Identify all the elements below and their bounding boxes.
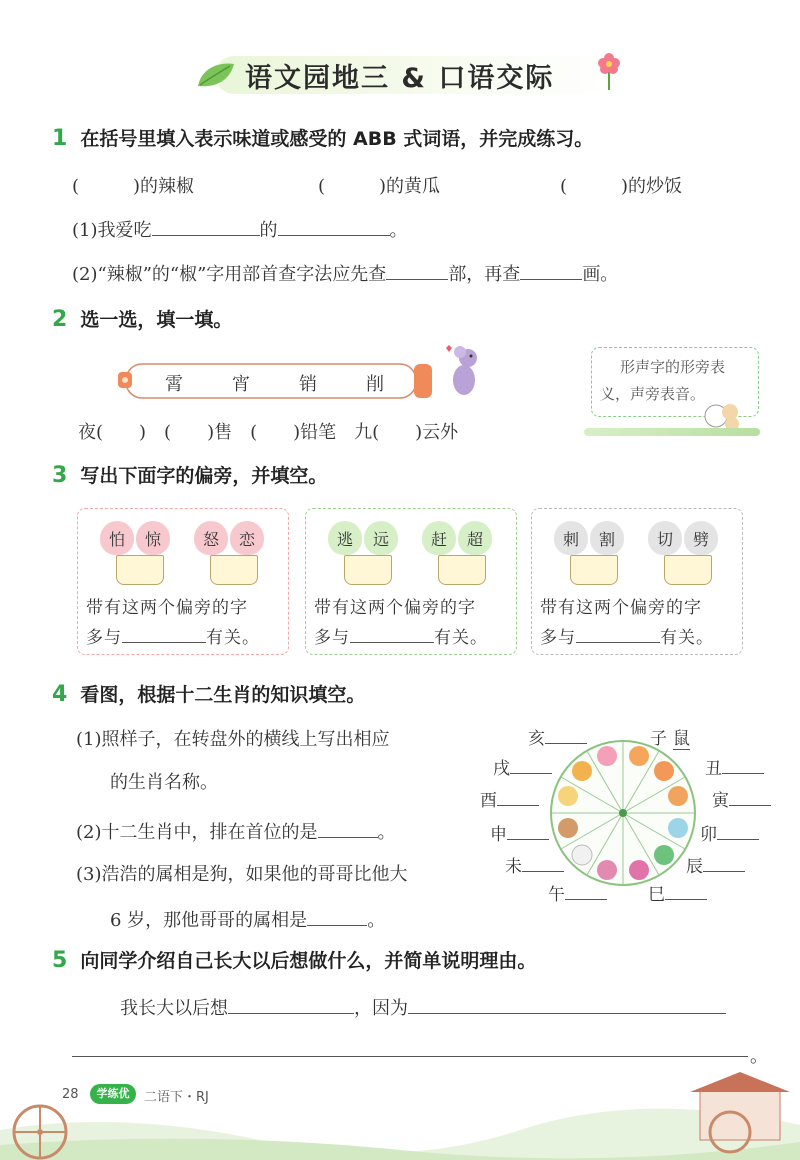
- question-prompt: 看图，根据十二生肖的知识填空。: [80, 684, 366, 706]
- question-prompt: 选一选，填一填。: [80, 309, 233, 331]
- q4-sub3-text: 6 岁，那他哥哥的属相是: [110, 910, 308, 931]
- question-3: [52, 461, 327, 488]
- flower-pot: [116, 555, 164, 585]
- flower-pot: [438, 555, 486, 585]
- q1-sub1: [72, 216, 408, 242]
- card-text-line: 带有这两个偏旁的字: [314, 598, 476, 618]
- zodiac-label-xu: [493, 754, 552, 779]
- q1-sub1-mid: 的: [259, 220, 278, 241]
- question-2: [52, 305, 232, 332]
- publisher-badge: 学练优: [90, 1084, 136, 1104]
- tulip-char: 惊: [136, 521, 170, 555]
- answer-blank[interactable]: [510, 757, 552, 774]
- card-text-line: 带有这两个偏旁的字: [86, 598, 248, 618]
- page-number: 28: [62, 1087, 79, 1102]
- answer-blank[interactable]: [665, 883, 707, 900]
- zodiac-label-zi: [650, 724, 690, 750]
- card-text-a: 多与: [540, 628, 576, 648]
- zodiac-label-shen: [490, 820, 549, 845]
- zodiac-branch: 巳: [648, 885, 665, 905]
- q5-end: 。: [750, 1046, 768, 1067]
- card-text-b: 有关。: [660, 628, 714, 648]
- radical-card-1: [77, 508, 289, 655]
- question-number: 3: [52, 463, 68, 488]
- question-number: 5: [52, 948, 68, 973]
- zodiac-label-wu: [548, 880, 607, 905]
- answer-blank[interactable]: [318, 819, 378, 838]
- leaf-icon: [196, 60, 236, 90]
- zodiac-wheel: [548, 738, 698, 888]
- zodiac-branch: 子: [650, 729, 667, 749]
- tulip-char: 刺: [554, 521, 588, 555]
- answer-blank[interactable]: [576, 624, 660, 643]
- tip-text: 形声字的形旁表义，声旁表音。: [600, 358, 726, 403]
- zodiac-branch: 酉: [480, 791, 497, 811]
- zodiac-branch: 午: [548, 885, 565, 905]
- question-number: 2: [52, 307, 68, 332]
- answer-blank[interactable]: [228, 995, 354, 1014]
- radical-card-2: [305, 508, 517, 655]
- q1-item-2: ( )的黄瓜: [318, 176, 441, 197]
- tulip-char: 远: [364, 521, 398, 555]
- zodiac-label-mao: [700, 820, 759, 845]
- zodiac-label-chou: [705, 754, 764, 779]
- radical-card-3: [531, 508, 743, 655]
- q5-line: [120, 994, 726, 1020]
- page-header: [0, 48, 800, 98]
- zodiac-branch: 丑: [705, 759, 722, 779]
- zodiac-branch: 未: [505, 857, 522, 877]
- grass-strip: [584, 428, 760, 436]
- question-1: [52, 124, 593, 151]
- flower-icon: [596, 52, 622, 92]
- question-prompt: 在括号里填入表示味道或感受的 ABB 式词语，并完成练习。: [80, 128, 594, 150]
- tulip-char: 超: [458, 521, 492, 555]
- zodiac-label-yin: [712, 786, 771, 811]
- answer-blank[interactable]: [717, 823, 759, 840]
- answer-blank[interactable]: [350, 624, 434, 643]
- q4-sub1-a: (1)照样子，在转盘外的横线上写出相应: [76, 729, 390, 750]
- q1-sub2: [72, 260, 618, 286]
- q5-text-b: ，因为: [354, 998, 408, 1019]
- q4-sub2-end: 。: [377, 822, 396, 843]
- q4-sub3-a: (3)浩浩的属相是狗，如果他的哥哥比他大: [76, 864, 408, 885]
- q1-sub1-text: (1)我爱吃: [72, 220, 152, 241]
- q1-item-1: ( )的辣椒: [72, 176, 195, 197]
- answer-blank[interactable]: [703, 855, 745, 872]
- zodiac-label-chen: [686, 852, 745, 877]
- question-prompt: 写出下面字的偏旁，并填空。: [80, 465, 328, 487]
- answer-blank[interactable]: [729, 789, 771, 806]
- scroll-word: 削: [366, 374, 384, 395]
- zodiac-branch: 亥: [528, 729, 545, 749]
- q4-sub2-text: (2)十二生肖中，排在首位的是: [76, 822, 318, 843]
- scroll-word: 霄: [165, 374, 183, 395]
- q1-sub2-text: (2)“辣椒”的“椒”字用部首查字法应先查: [72, 264, 387, 285]
- zodiac-label-you: [480, 786, 539, 811]
- scroll-word: 销: [299, 374, 317, 395]
- zodiac-label-hai: [528, 724, 587, 749]
- q1-sub2-mid: 部，再查: [448, 264, 521, 285]
- question-number: 4: [52, 682, 68, 707]
- card-text: [314, 593, 488, 653]
- scroll-banner: [112, 352, 442, 412]
- page-title: 语文园地三 & 口语交际: [245, 63, 555, 94]
- card-text-a: 多与: [314, 628, 350, 648]
- answer-blank[interactable]: [386, 261, 448, 280]
- mouse-icon: [438, 344, 484, 400]
- card-text-b: 有关。: [206, 628, 260, 648]
- flower-pot: [210, 555, 258, 585]
- answer-blank[interactable]: [278, 217, 390, 236]
- q1-item-3: ( )的炒饭: [560, 176, 683, 197]
- card-text: [540, 593, 714, 653]
- answer-blank[interactable]: [497, 789, 539, 806]
- tulip-char: 恋: [230, 521, 264, 555]
- answer-line[interactable]: [72, 1056, 748, 1057]
- flower-pot: [344, 555, 392, 585]
- book-label: 二语下・RJ: [144, 1090, 209, 1105]
- scroll-word: 宵: [232, 374, 250, 395]
- q1-sub2-end: 画。: [582, 264, 619, 285]
- tulip-char: 逃: [328, 521, 362, 555]
- zodiac-branch: 卯: [700, 825, 717, 845]
- q4-sub3-end: 。: [367, 910, 386, 931]
- card-text-b: 有关。: [434, 628, 488, 648]
- answer-blank[interactable]: [507, 823, 549, 840]
- answer-blank[interactable]: [722, 757, 764, 774]
- zodiac-branch: 辰: [686, 857, 703, 877]
- tulip-char: 割: [590, 521, 624, 555]
- q4-sub3-b: [110, 906, 385, 932]
- answer-blank[interactable]: [307, 907, 367, 926]
- q4-sub2: [76, 818, 396, 844]
- q1-sub1-end: 。: [389, 220, 408, 241]
- question-4: [52, 680, 365, 707]
- flower-pot: [664, 555, 712, 585]
- tulip-char: 劈: [684, 521, 718, 555]
- zodiac-example-answer: 鼠: [673, 724, 690, 750]
- answer-blank[interactable]: [520, 261, 582, 280]
- q2-fill: 夜( ) ( )售 ( )铅笔 九( )云外: [78, 422, 459, 443]
- cat-icon: [702, 398, 742, 432]
- answer-blank[interactable]: [122, 624, 206, 643]
- card-text-line: 带有这两个偏旁的字: [540, 598, 702, 618]
- answer-blank[interactable]: [408, 995, 726, 1014]
- question-prompt: 向同学介绍自己长大以后想做什么，并简单说明理由。: [80, 950, 537, 972]
- answer-blank[interactable]: [565, 883, 607, 900]
- answer-blank[interactable]: [152, 217, 260, 236]
- tulip-char: 怕: [100, 521, 134, 555]
- card-text: [86, 593, 260, 653]
- flower-pot: [570, 555, 618, 585]
- question-5: [52, 946, 536, 973]
- zodiac-label-si: [648, 880, 707, 905]
- zodiac-branch: 戌: [493, 759, 510, 779]
- tulip-char: 切: [648, 521, 682, 555]
- question-number: 1: [52, 126, 68, 151]
- answer-blank[interactable]: [522, 855, 564, 872]
- q5-text-a: 我长大以后想: [120, 998, 228, 1019]
- q4-sub1-b: 的生肖名称。: [110, 772, 218, 793]
- tulip-char: 怒: [194, 521, 228, 555]
- tulip-char: 赶: [422, 521, 456, 555]
- answer-blank[interactable]: [545, 727, 587, 744]
- zodiac-branch: 申: [490, 825, 507, 845]
- card-text-a: 多与: [86, 628, 122, 648]
- zodiac-branch: 寅: [712, 791, 729, 811]
- zodiac-label-wei: [505, 852, 564, 877]
